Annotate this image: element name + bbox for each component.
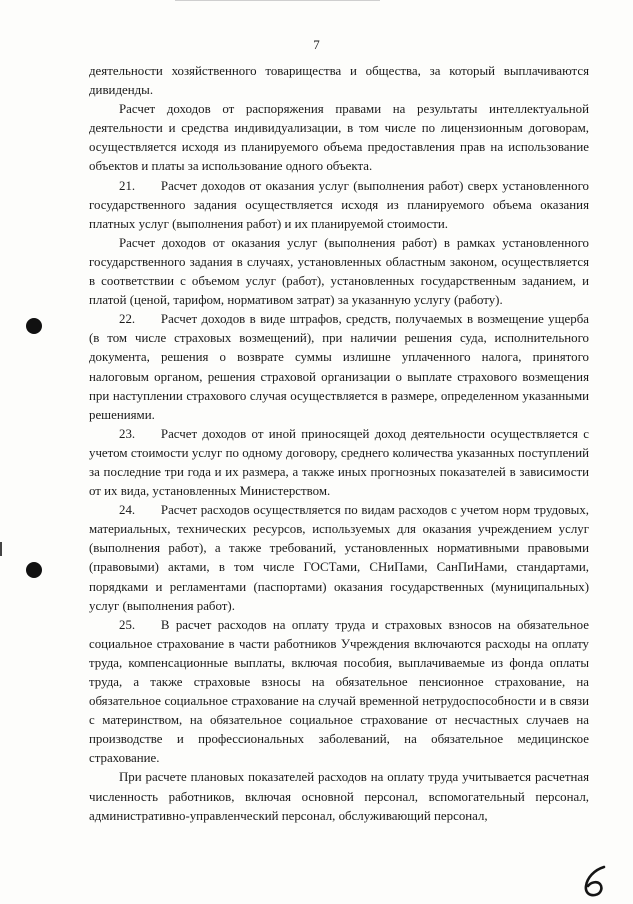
paragraph-21: 21. Расчет доходов от оказания услуг (выполнения работ) сверх установленного государственного задания осуществляется исходя из планируемого объема оказания платных услуг (выполнения работ) и их планируемой стоимости. — [89, 178, 589, 231]
paragraph-continuation: деятельности хозяйственного товарищества и общества, за который выплачиваются дивиденды. — [89, 64, 589, 98]
document-body — [89, 62, 589, 826]
paragraph-23: 23. Расчет доходов от иной приносящей доход деятельности осуществляется с учетом стоимости услуг по одному договору, среднего количества указанных поступлений за последние три года и их размера, а также иных прогнозных показателей в зависимости от их вида, установленных Министерством. — [89, 426, 589, 499]
scan-top-edge-mark — [175, 0, 380, 1]
paragraph-state-assignment-income: Расчет доходов от оказания услуг (выполнения работ) в рамках установленного государственного задания в случаях, установленных областным законом, осуществляется в соответствии с объемом услуг (работ), установленных государственным заданием, и платой (ценой, тарифом, нормативом затрат) за указанную услугу (работу). — [89, 235, 589, 308]
handwritten-page-number — [578, 864, 614, 898]
paragraph-intellectual-property-income: Расчет доходов от распоряжения правами на результаты интеллектуальной деятельности и средства индивидуализации, в том числе по лицензионным договорам, осуществляется исходя из планируемого объема предоставления прав на использование объектов и платы за использование одного объекта. — [89, 102, 589, 174]
hole-punch-mark — [26, 318, 42, 334]
hole-punch-mark — [26, 562, 42, 578]
page-number: 7 — [313, 37, 320, 52]
paragraph-24: 24. Расчет расходов осуществляется по видам расходов с учетом норм трудовых, материальных, технических ресурсов, используемых для оказания учреждением услуг (выполнения работ), а также требований, установленных нормативными правовыми (правовыми) актами, в том числе ГОСТами, СНиПами, СанПиНами, стандартами, порядками и регламентами (паспортами) оказания государственных (муниципальных) услуг (выполнения работ). — [89, 503, 589, 613]
paragraph-payroll-planning: При расчете плановых показателей расходов на оплату труда учитывается расчетная численность работников, включая основной персонал, вспомогательный персонал, административно-управленческий персонал, обслуживающий персонал, — [89, 770, 589, 823]
paragraph-25: 25. В расчет расходов на оплату труда и страховых взносов на обязательное социальное страхование в части работников Учреждения включаются расходы на оплату труда, компенсационные выплаты, включая пособия, выплачиваемые из фонда оплаты труда, а также страховые взносы на обязательное пенсионное страхование, на обязательное социальное страхование на случай временной нетрудоспособности и в связи с материнством, на обязательное социальное страхование от несчастных случаев на производстве и профессиональных заболеваний, на обязательное медицинское страхование. — [89, 617, 589, 766]
paragraph-22: 22. Расчет доходов в виде штрафов, средств, получаемых в возмещение ущерба (в том числе страховых возмещений), при наличии решения суда, исполнительного документа, решения о возврате суммы излишне уплаченного налога, принятого налоговым органом, решения страховой организации о выплате страхового возмещения при наступлении страхового случая осуществляется в размере, определенном указанными решениями. — [89, 312, 589, 422]
scan-edge-mark — [0, 542, 2, 556]
